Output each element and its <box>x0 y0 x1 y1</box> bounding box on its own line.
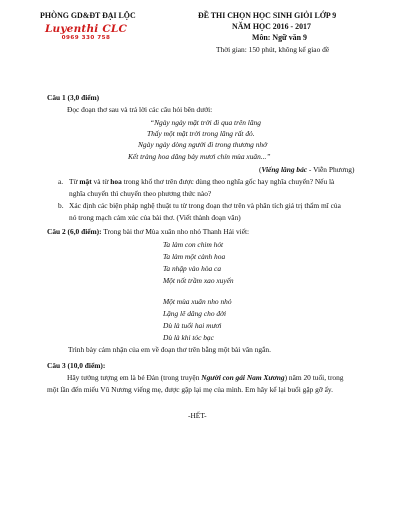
school-year: NĂM HỌC 2016 - 2017 <box>232 22 311 31</box>
q1-a-line-1: Từ mặt và từ hoa trong khổ thơ trên được dùng theo nghĩa gốc hay nghĩa chuyển? Nếu là <box>69 177 335 186</box>
end-mark: -HẾT- <box>188 411 207 420</box>
q3-heading: Câu 3 (10,0 điểm): <box>47 361 106 370</box>
logo <box>43 23 129 49</box>
q2-poem-line-3: Ta nhập vào hòa ca <box>163 264 222 273</box>
q1-poem-line-2: Thấy một mặt trời trong lăng rất đỏ. <box>147 129 255 138</box>
q1-poem-line-1: “Ngày ngày mặt trời đi qua trên lăng <box>150 118 261 127</box>
q1-poem-line-3: Ngày ngày dòng người đi trong thương nhớ <box>138 140 268 149</box>
q1-a-label: a. <box>58 177 64 186</box>
q2-heading: Câu 2 (6,0 điểm): <box>47 227 102 236</box>
q1-poem-source: (Viếng lăng bác - Viễn Phương) <box>259 165 355 174</box>
q1-b-line-1: Xác định các biện pháp nghệ thuật tu từ trong đoạn thơ trên và phân tích giá trị thẩm mĩ của <box>69 201 341 210</box>
q1-intro: Đọc đoạn thơ sau và trả lời các câu hỏi bên dưới: <box>67 105 213 114</box>
q1-a-line-2: nghĩa chuyển thì chuyển theo phương thức nào? <box>69 189 212 198</box>
q2-poem-line-1: Ta làm con chim hót <box>163 240 224 249</box>
exam-title: ĐỀ THI CHỌN HỌC SINH GIỎI LỚP 9 <box>198 11 337 20</box>
q2-intro: Trong bài thơ Mùa xuân nho nhỏ Thanh Hải viết: <box>101 227 250 236</box>
logo-phone: 0969 330 758 <box>61 35 111 41</box>
q1-source-title: Viếng lăng bác <box>261 165 308 174</box>
q2-poem-line-7: Dù là tuổi hai mươi <box>163 321 222 330</box>
q2-poem-line-5: Một mùa xuân nho nhỏ <box>163 297 232 306</box>
logo-brand: Luyenthi CLC <box>44 23 128 35</box>
q2-poem-line-4: Một nốt trầm xao xuyến <box>163 276 234 285</box>
q1-b-line-2: nó trong mạch cảm xúc của bài thơ. (Viết thành đoạn văn) <box>69 213 241 222</box>
time-limit: Thời gian: 150 phút, không kể giao đề <box>216 45 330 54</box>
q2-heading-line <box>47 227 249 237</box>
q3-line-2: một lần đến miếu Vũ Nương viếng mẹ, được gặp lại mẹ của mình. Em hãy kể lại buổi gặp gỡ ấy. <box>47 385 333 394</box>
subject: Môn: Ngữ văn 9 <box>252 33 307 42</box>
q2-poem-line-2: Ta làm một cành hoa <box>163 252 226 261</box>
q1-poem-line-4: Kết tràng hoa dâng bảy mươi chín mùa xuân...” <box>128 152 271 161</box>
q2-poem-line-6: Lặng lẽ dâng cho đời <box>163 309 227 318</box>
q2-task: Trình bày cảm nhận của em về đoạn thơ trên bằng một bài văn ngắn. <box>68 345 271 354</box>
q2-poem-line-8: Dù là khi tóc bạc <box>163 333 214 342</box>
q3-story-title: Người con gái Nam Xương <box>201 373 285 382</box>
q1-b-label: b. <box>58 201 64 210</box>
q1-heading: Câu 1 (3,0 điểm) <box>47 93 100 102</box>
department-title: PHÒNG GD&ĐT ĐẠI LỘC <box>40 11 136 20</box>
q3-line-1: Hãy tưởng tượng em là bé Đản (trong truyện Người con gái Nam Xương) năm 20 tuổi, trong <box>67 373 344 382</box>
